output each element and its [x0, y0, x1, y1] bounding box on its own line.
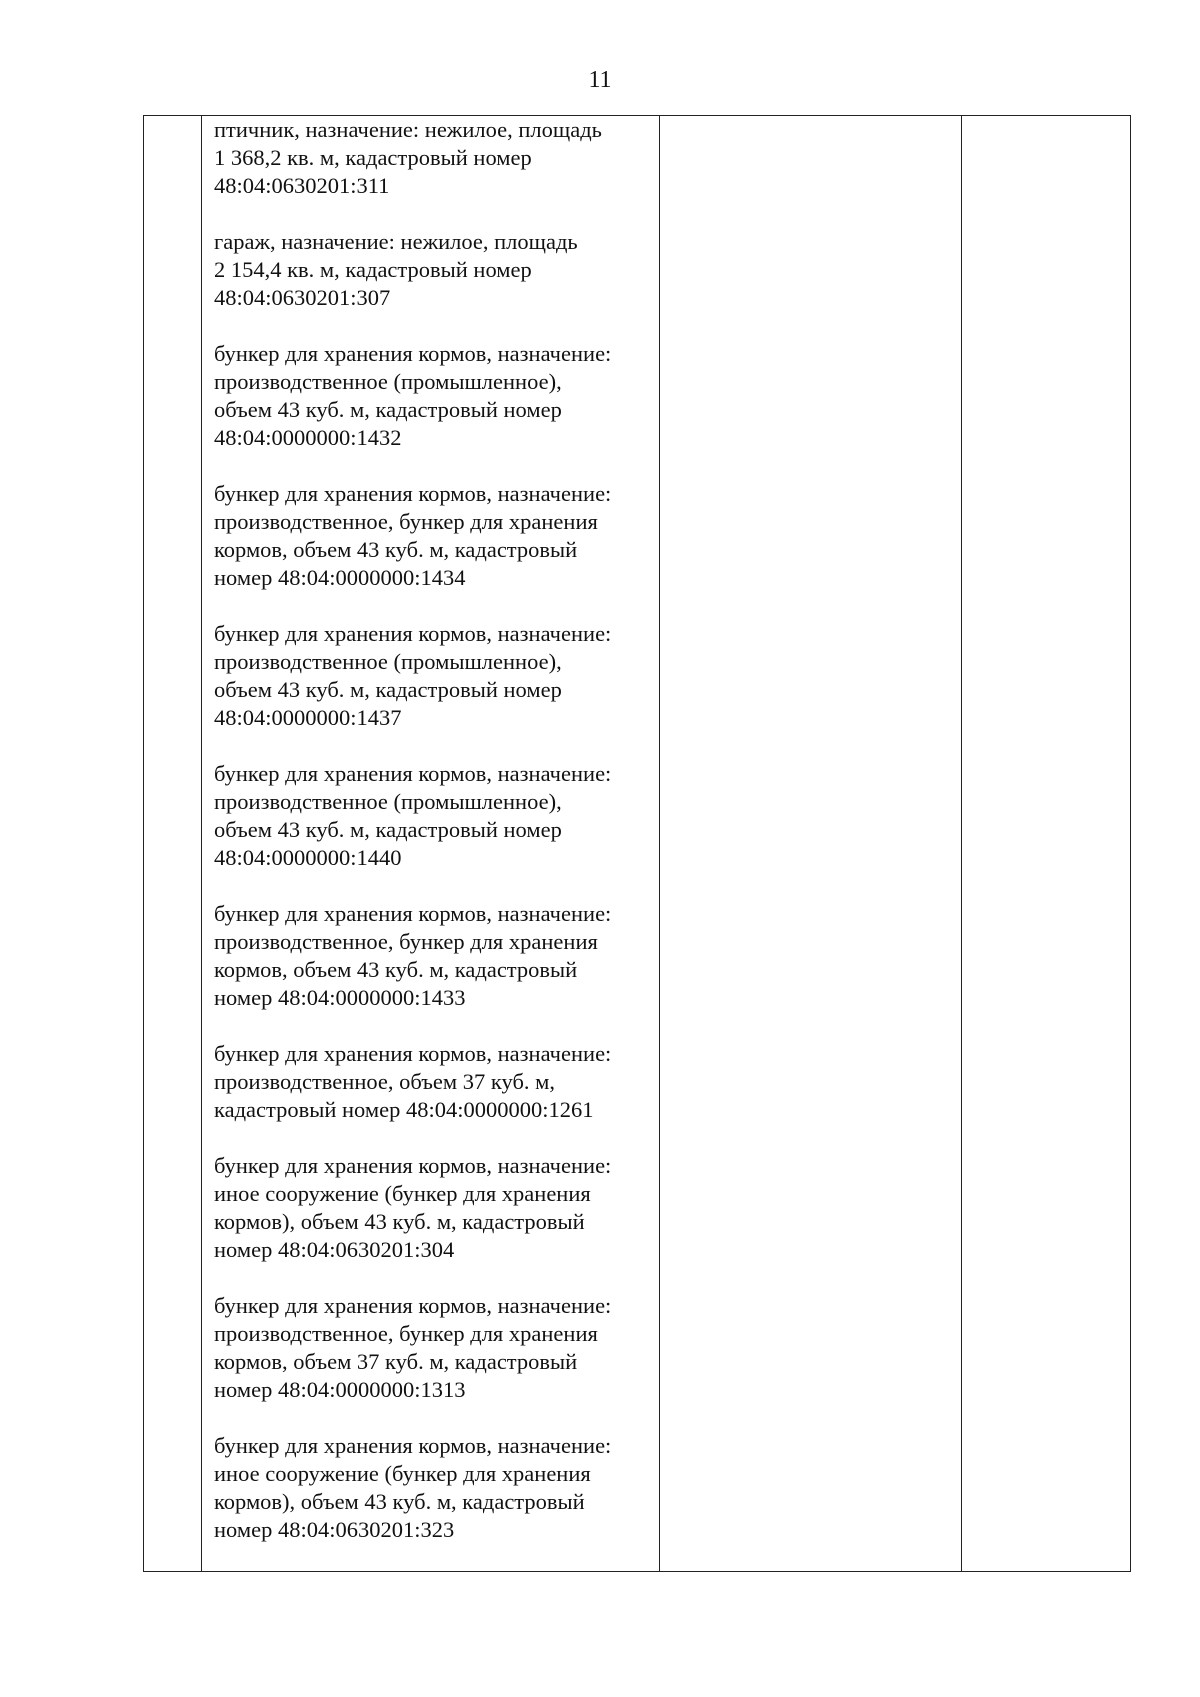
property-entry: [214, 116, 654, 200]
property-entry: [214, 480, 654, 592]
entry-line: 48:04:0630201:311: [214, 173, 390, 198]
entry-line: иное сооружение (бункер для хранения: [214, 1461, 591, 1486]
column-divider: [961, 116, 962, 1571]
entry-line: 2 154,4 кв. м, кадастровый номер: [214, 257, 532, 282]
entry-line: 48:04:0000000:1440: [214, 845, 402, 870]
property-description-cell: [214, 116, 654, 1572]
entry-line: производственное, бункер для хранения: [214, 509, 598, 534]
entry-line: объем 43 куб. м, кадастровый номер: [214, 817, 562, 842]
entry-line: производственное, бункер для хранения: [214, 1321, 598, 1346]
property-entry: [214, 1292, 654, 1404]
entry-line: 48:04:0630201:307: [214, 285, 391, 310]
entry-line: бункер для хранения кормов, назначение:: [214, 1433, 612, 1458]
entry-line: 48:04:0000000:1437: [214, 705, 402, 730]
entry-line: бункер для хранения кормов, назначение:: [214, 761, 612, 786]
entry-line: птичник, назначение: нежилое, площадь: [214, 117, 602, 142]
entry-line: производственное, бункер для хранения: [214, 929, 598, 954]
entry-line: иное сооружение (бункер для хранения: [214, 1181, 591, 1206]
entry-line: бункер для хранения кормов, назначение:: [214, 1041, 612, 1066]
property-entry: [214, 1432, 654, 1544]
entry-line: бункер для хранения кормов, назначение:: [214, 901, 612, 926]
entry-line: номер 48:04:0000000:1433: [214, 985, 466, 1010]
property-entry: [214, 228, 654, 312]
entry-line: кормов, объем 43 куб. м, кадастровый: [214, 537, 578, 562]
entry-line: номер 48:04:0630201:304: [214, 1237, 455, 1262]
entry-line: номер 48:04:0000000:1434: [214, 565, 466, 590]
property-entry: [214, 900, 654, 1012]
entry-line: объем 43 куб. м, кадастровый номер: [214, 677, 562, 702]
property-entry: [214, 1152, 654, 1264]
entry-line: объем 43 куб. м, кадастровый номер: [214, 397, 562, 422]
entry-line: кормов), объем 43 куб. м, кадастровый: [214, 1489, 585, 1514]
entry-line: гараж, назначение: нежилое, площадь: [214, 229, 578, 254]
entry-line: кормов), объем 43 куб. м, кадастровый: [214, 1209, 585, 1234]
entry-line: бункер для хранения кормов, назначение:: [214, 1153, 612, 1178]
property-entry: [214, 620, 654, 732]
entry-line: 1 368,2 кв. м, кадастровый номер: [214, 145, 532, 170]
entry-line: производственное (промышленное),: [214, 789, 562, 814]
property-table: [143, 115, 1131, 1572]
entry-line: кадастровый номер 48:04:0000000:1261: [214, 1097, 594, 1122]
entry-line: бункер для хранения кормов, назначение:: [214, 341, 612, 366]
entry-line: бункер для хранения кормов, назначение:: [214, 481, 612, 506]
entry-line: производственное (промышленное),: [214, 369, 562, 394]
entry-line: производственное (промышленное),: [214, 649, 562, 674]
entry-line: бункер для хранения кормов, назначение:: [214, 1293, 612, 1318]
entry-line: 48:04:0000000:1432: [214, 425, 402, 450]
column-divider: [659, 116, 660, 1571]
entry-line: номер 48:04:0000000:1313: [214, 1377, 466, 1402]
entry-line: бункер для хранения кормов, назначение:: [214, 621, 612, 646]
entry-line: кормов, объем 37 куб. м, кадастровый: [214, 1349, 578, 1374]
column-divider: [201, 116, 202, 1571]
entry-line: номер 48:04:0630201:323: [214, 1517, 455, 1542]
property-entry: [214, 1040, 654, 1124]
property-entry: [214, 760, 654, 872]
page-number: 11: [588, 67, 612, 93]
property-entry: [214, 340, 654, 452]
entry-line: кормов, объем 43 куб. м, кадастровый: [214, 957, 578, 982]
entry-line: производственное, объем 37 куб. м,: [214, 1069, 556, 1094]
